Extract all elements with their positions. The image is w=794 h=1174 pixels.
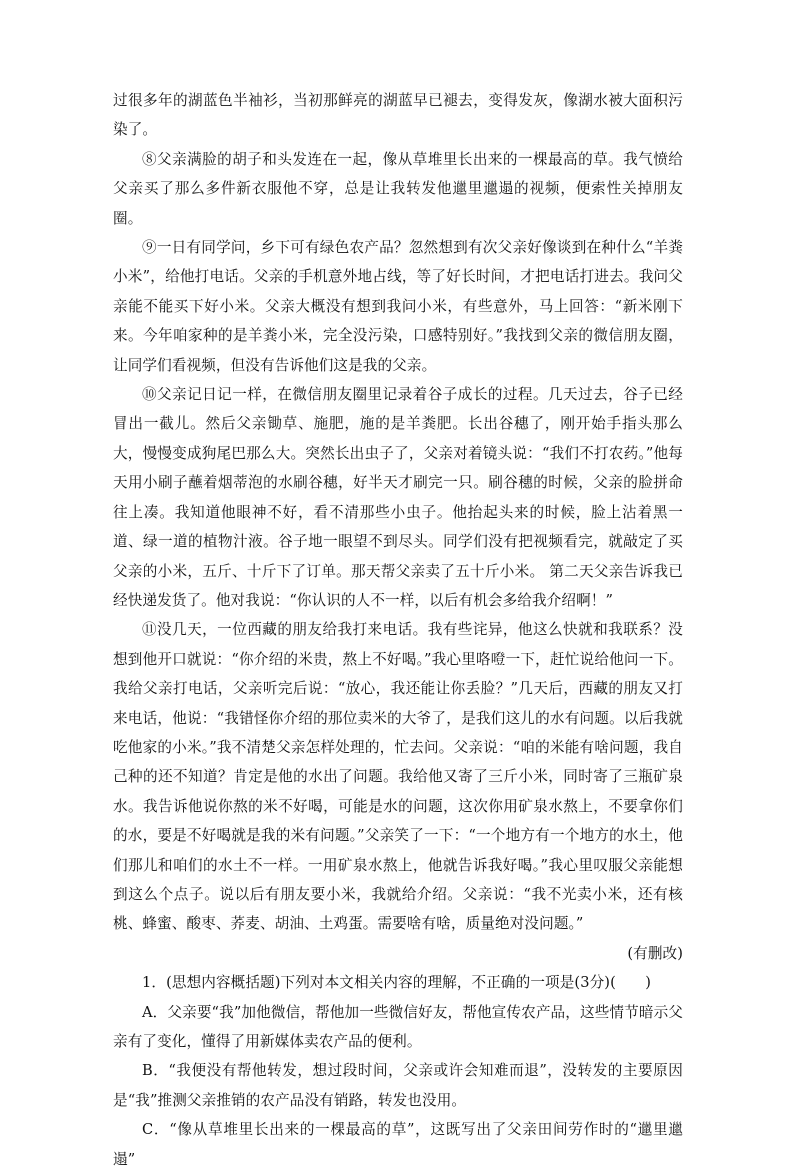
passage-paragraph-continued: 过很多年的湖蓝色半袖衫，当初那鲜亮的湖蓝早已褪去，变得发灰，像湖水被大面积污染了。 (113, 92, 683, 139)
passage-paragraph-9: ⑨一日有同学问，乡下可有绿色农产品？忽然想到有次父亲好像谈到在种什么“羊粪小米”，给他打电话。父亲的手机意外地占线，等了好长时间，才把电话打进去。我问父亲能不能买下好小米。父亲大概没有想到我问小米，有些意外，马上回答：“新米刚下来。今年咱家种的是羊粪小米，完全没污染，口感特别好。”我找到父亲的微信朋友圈，让同学们看视频，但没有告诉他们这是我的父亲。 (113, 239, 683, 374)
question-1-option-c: C．“像从草堆里长出来的一棵最高的草”，这既写出了父亲田间劳作时的“邋里邋遢” (113, 1121, 683, 1168)
passage-paragraph-8: ⑧父亲满脸的胡子和头发连在一起，像从草堆里长出来的一棵最高的草。我气愤给父亲买了那么多件新衣服他不穿，总是让我转发他邋里邋遢的视频，便索性关掉朋友圈。 (113, 150, 683, 227)
question-1-option-a: A．父亲要“我”加他微信，帮他加一些微信好友，帮他宣传农产品，这些情节暗示父亲有了变化，懂得了用新媒体卖农产品的便利。 (113, 1003, 683, 1050)
question-1-option-b: B．“我便没有帮他转发，想过段时间，父亲或许会知难而退”，没转发的主要原因是“我”推测父亲推销的农产品没有销路，转发也没用。 (113, 1062, 683, 1109)
passage-paragraph-10: ⑩父亲记日记一样，在微信朋友圈里记录着谷子成长的过程。几天过去，谷子已经冒出一截儿。然后父亲锄草、施肥，施的是羊粪肥。长出谷穗了，刚开始手指头那么大，慢慢变成狗尾巴那么大。突然长出虫子了，父亲对着镜头说：“我们不打农药。”他每天用小刷子蘸着烟蒂泡的水刷谷穗，好半天才刷完一只。刷谷穗的时候，父亲的脸拼命往上凑。我知道他眼神不好，看不清那些小虫子。他抬起头来的时候，脸上沾着黑一道、绿一道的植物汁液。谷子地一眼望不到尽头。同学们没有把视频看完，就敲定了买父亲的小米，五斤、十斤下了订单。那天帮父亲卖了五十斤小米。 第二天父亲告诉我已经快递发货了。他对我说：“你认识的人不一样，以后有机会多给我介绍啊！” (113, 386, 683, 609)
question-1-stem: 1．(思想内容概括题)下列对本文相关内容的理解，不正确的一项是(3分)( ) (142, 974, 652, 992)
passage-paragraph-11: ⑪没几天，一位西藏的朋友给我打来电话。我有些诧异，他这么快就和我联系？没想到他开口就说：“你介绍的米贵，熬上不好喝。”我心里咯噔一下，赶忙说给他问一下。我给父亲打电话，父亲听完后说：“放心，我还能让你丢脸？”几天后，西藏的朋友又打来电话，他说：“我错怪你介绍的那位卖米的大爷了，是我们这儿的水有问题。以后我就吃他家的小米。”我不清楚父亲怎样处理的，忙去问。父亲说：“咱的米能有啥问题，我自己种的还不知道？肯定是他的水出了问题。我给他又寄了三斤小米，同时寄了三瓶矿泉水。我告诉他说你熬的米不好喝，可能是水的问题，这次你用矿泉水熬上，不要拿你们的水，要是不好喝就是我的米有问题。”父亲笑了一下：“一个地方有一个地方的水土，他们那儿和咱们的水土不一样。一用矿泉水熬上，他就告诉我好喝。”我心里叹服父亲能想到这么个点子。说以后有朋友要小米，我就给介绍。父亲说：“我不光卖小米，还有核桃、蜂蜜、酸枣、荞麦、胡油、土鸡蛋。需要啥有啥，质量绝对没问题。” (113, 621, 683, 933)
source-note: (有删改) (627, 944, 683, 962)
document-page (113, 86, 683, 1174)
